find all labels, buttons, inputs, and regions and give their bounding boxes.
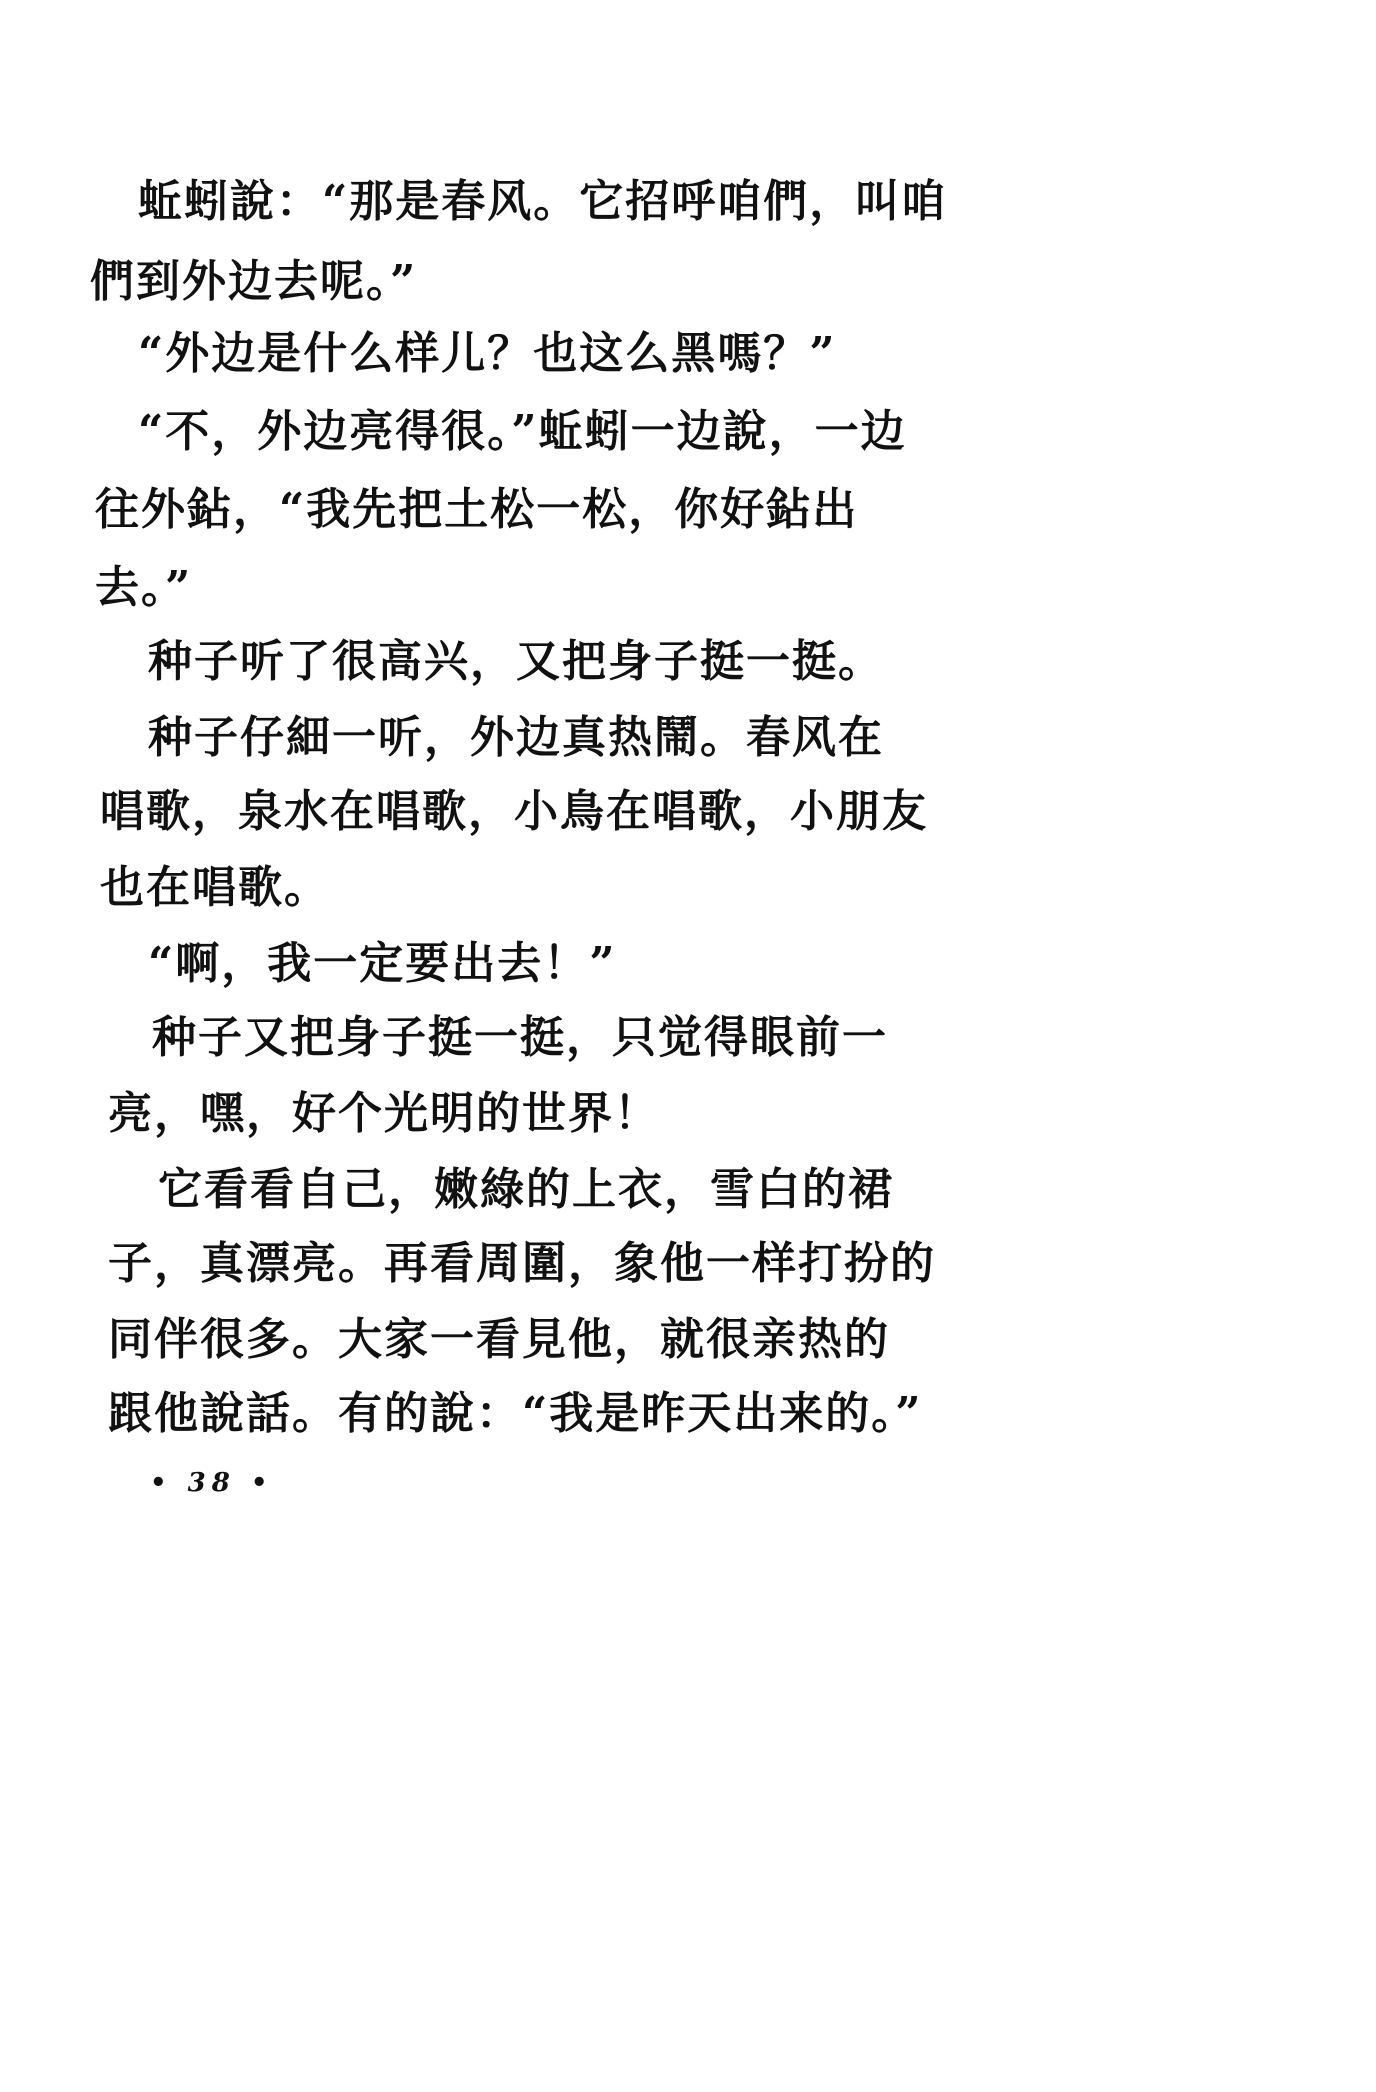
text-line: 它看看自己，嫩綠的上衣，雪白的裙 [158, 1164, 894, 1215]
text-line: 跟他說話。有的說：“我是昨天出来的。” [108, 1388, 923, 1439]
text-line: 也在唱歌。 [100, 862, 330, 913]
text-line: 种子仔細一听，外边真热鬧。春风在 [148, 712, 884, 763]
text-line: 种子又把身子挺一挺，只觉得眼前一 [152, 1012, 888, 1063]
text-line: 蚯蚓說：“那是春风。它招呼咱們，叫咱 [138, 176, 948, 227]
text-line: 去。” [95, 562, 193, 613]
text-line: 們到外边去呢。” [90, 256, 418, 307]
text-line: “不，外边亮得很。”蚯蚓一边說，一边 [138, 406, 907, 457]
text-line: 种子听了很高兴，又把身子挺一挺。 [148, 636, 884, 687]
text-line: 往外鉆，“我先把土松一松，你好鉆出 [95, 484, 859, 535]
text-line: “外边是什么样儿？也这么黑嗎？” [138, 328, 837, 379]
text-line: 亮，嘿，好个光明的世界！ [108, 1088, 660, 1139]
page-number: • 38 • [150, 1468, 274, 1498]
text-line: “啊，我一定要出去！” [148, 938, 617, 989]
text-line: 同伴很多。大家一看見他，就很亲热的 [108, 1314, 890, 1365]
text-line: 子，真漂亮。再看周圍，象他一样打扮的 [108, 1238, 936, 1289]
text-line: 唱歌，泉水在唱歌，小鳥在唱歌，小朋友 [100, 786, 928, 837]
